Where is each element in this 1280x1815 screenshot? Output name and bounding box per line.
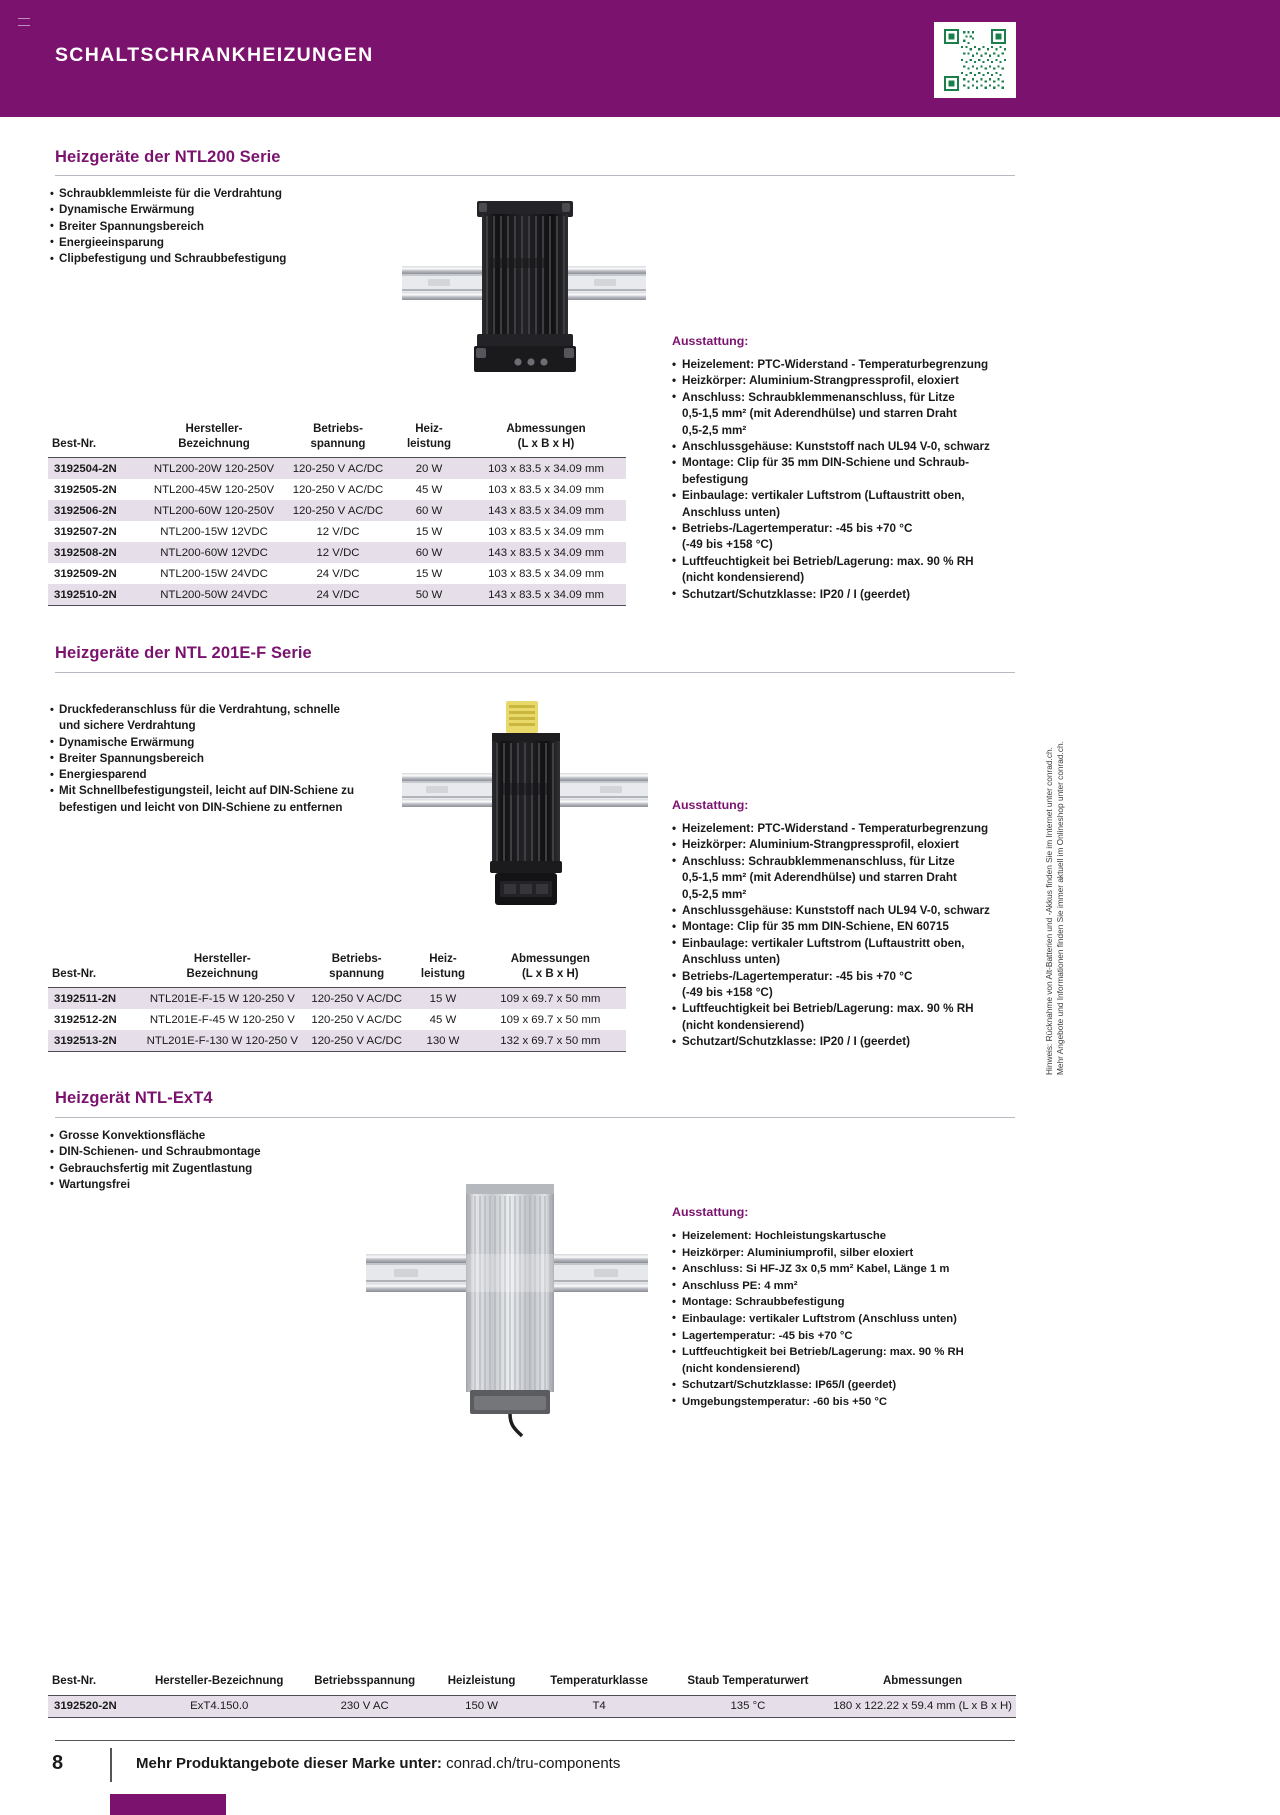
list-item: • Dynamische Erwärmung [50, 202, 450, 218]
cell-spannung: 230 V AC [298, 1695, 432, 1717]
cell-best-nr: 3192520-2N [48, 1695, 141, 1717]
col-betriebsspannung: Betriebs- spannung [302, 950, 411, 988]
footer-tab-marker [110, 1794, 226, 1815]
cell-abmessung: 103 x 83.5 x 34.09 mm [488, 525, 604, 538]
section-heading-ntl200: Heizgeräte der NTL200 Serie [55, 148, 281, 166]
cell-spannung: 120-250 V AC/DC [302, 1030, 411, 1052]
cell-spannung: 120-250 V AC/DC [284, 500, 392, 521]
cell-hersteller: NTL201E-F-130 W 120-250 V [143, 1030, 302, 1052]
list-item: (nicht kondensierend) [682, 1362, 800, 1375]
col-heizleistung: Heizleistung [432, 1672, 532, 1695]
cell-best-nr: 3192505-2N [54, 483, 117, 496]
cell-abmessung: 132 x 69.7 x 50 mm [475, 1030, 626, 1052]
qr-code-icon [944, 29, 1006, 91]
list-item: 0,5-2,5 mm² [682, 887, 747, 901]
feature-list-ntl201ef [50, 702, 450, 816]
col-heizleistung: Heiz- leistung [392, 420, 466, 458]
cell-best-nr: 3192511-2N [48, 988, 143, 1010]
cell-leistung: 45 W [415, 483, 443, 496]
product-image-ntl201ef [400, 695, 650, 925]
list-item: • Gebrauchsfertig mit Zugentlastung [50, 1161, 450, 1177]
col-staub-temperaturwert: Staub Temperaturwert [667, 1672, 830, 1695]
list-item: • Schutzart/Schutzklasse: IP20 / I (geerdet) [672, 587, 1032, 603]
product-image-ntl200 [398, 196, 650, 386]
cell-best-nr: 3192510-2N [48, 584, 144, 606]
side-note-line-2: Mehr Angebote und Informationen finden Sie immer aktuell im Onlineshop unter conrad.ch. [1055, 741, 1065, 1075]
list-item: • Luftfeuchtigkeit bei Betrieb/Lagerung: max. 90 % RH [672, 1344, 1032, 1361]
cell-abmessung: 103 x 83.5 x 34.09 mm [466, 458, 626, 480]
col-betriebsspannung: Betriebsspannung [298, 1672, 432, 1695]
list-item: • Dynamische Erwärmung [50, 735, 450, 751]
product-table-ntl200 [48, 420, 626, 606]
cell-hersteller: NTL200-45W 120-250V [153, 483, 275, 496]
col-best-nr: Best-Nr. [48, 950, 143, 988]
cell-hersteller: NTL201E-F-15 W 120-250 V [143, 988, 302, 1010]
equipment-title: Ausstattung: [672, 798, 749, 812]
cell-leistung: 20 W [392, 458, 466, 480]
footer-text [136, 1755, 620, 1772]
section-rule [55, 1117, 1015, 1118]
cell-best-nr: 3192509-2N [54, 567, 117, 580]
list-item: • Anschluss: Schraubklemmenanschluss, für Litze [672, 854, 1032, 870]
list-item: • Energieeinsparung [50, 235, 450, 251]
qr-code-box [934, 22, 1016, 98]
list-item: • Grosse Konvektionsfläche [50, 1128, 450, 1144]
col-hersteller: Hersteller- Bezeichnung [143, 950, 302, 988]
table-body [48, 458, 626, 606]
table-row [48, 521, 626, 542]
list-item: (nicht kondensierend) [682, 571, 805, 585]
list-item: • Betriebs-/Lagertemperatur: -45 bis +70 °C [672, 969, 1032, 985]
cell-leistung: 45 W [429, 1013, 457, 1026]
cell-leistung: 60 W [392, 500, 466, 521]
table-row [48, 542, 626, 563]
list-item: • Heizelement: PTC-Widerstand - Temperaturbegrenzung [672, 821, 1032, 837]
list-item: • Heizkörper: Aluminiumprofil, silber eloxiert [672, 1245, 1032, 1262]
equipment-list-ntl201ef [672, 798, 1032, 1051]
cell-best-nr: 3192512-2N [54, 1013, 117, 1026]
list-item: • Energiesparend [50, 767, 450, 783]
cell-abmessung: 143 x 83.5 x 34.09 mm [466, 584, 626, 606]
page-title: SCHALTSCHRANKHEIZUNGEN [55, 44, 374, 66]
cell-hersteller: NTL200-15W 24VDC [160, 567, 268, 580]
table-header-row [48, 420, 626, 458]
cell-leistung: 15 W [411, 988, 474, 1010]
section-heading-ntl201ef: Heizgeräte der NTL 201E-F Serie [55, 644, 312, 662]
product-image-ntlext4 [360, 1170, 660, 1440]
list-item: • Betriebs-/Lagertemperatur: -45 bis +70 °C [672, 521, 1032, 537]
list-item: • Mit Schnellbefestigungsteil, leicht auf DIN-Schiene zu [50, 783, 450, 799]
feature-list-ntl200 [50, 186, 450, 267]
footer-separator [110, 1748, 112, 1782]
equipment-list-ntl200 [672, 334, 1032, 603]
list-item: • Clipbefestigung und Schraubbefestigung [50, 251, 450, 267]
cell-leistung: 150 W [432, 1695, 532, 1717]
col-best-nr: Best-Nr. [48, 1672, 141, 1695]
list-item: • Einbaulage: vertikaler Luftstrom (Luftaustritt oben, [672, 488, 1032, 504]
list-item: und sichere Verdrahtung [59, 719, 196, 733]
cell-hersteller: NTL200-60W 120-250V [144, 500, 284, 521]
footer-rule [55, 1740, 1015, 1741]
cell-leistung: 15 W [415, 567, 443, 580]
list-item: • Schutzart/Schutzklasse: IP20 / I (geerdet) [672, 1034, 1032, 1050]
cell-hersteller: ExT4.150.0 [141, 1695, 298, 1717]
table-row [48, 1009, 626, 1030]
col-abmessungen: Abmessungen [829, 1672, 1016, 1695]
cell-abmessung: 103 x 83.5 x 34.09 mm [488, 567, 604, 580]
cell-spannung: 120-250 V AC/DC [311, 1013, 402, 1026]
list-item: • Schraubklemmleiste für die Verdrahtung [50, 186, 450, 202]
cell-staubwert: 135 °C [667, 1695, 830, 1717]
cell-spannung: 120-250 V AC/DC [302, 988, 411, 1010]
product-table-ntl201ef [48, 950, 626, 1052]
list-item: Anschluss unten) [682, 505, 781, 519]
list-item: • Luftfeuchtigkeit bei Betrieb/Lagerung: max. 90 % RH [672, 1001, 1032, 1017]
cell-best-nr: 3192504-2N [48, 458, 144, 480]
col-temperaturklasse: Temperaturklasse [532, 1672, 667, 1695]
cell-spannung: 12 V/DC [316, 525, 360, 538]
col-best-nr: Best-Nr. [48, 420, 144, 458]
list-item: • Einbaulage: vertikaler Luftstrom (Anschluss unten) [672, 1311, 1032, 1328]
table-body [48, 1695, 1016, 1717]
page-number: 8 [52, 1752, 64, 1774]
list-item: 0,5-2,5 mm² [682, 423, 747, 437]
list-item: • DIN-Schienen- und Schraubmontage [50, 1144, 450, 1160]
cell-hersteller: NTL201E-F-45 W 120-250 V [149, 1013, 295, 1026]
cell-spannung: 24 V/DC [284, 584, 392, 606]
cell-spannung: 120-250 V AC/DC [292, 483, 384, 496]
table-header-row [48, 1672, 1016, 1695]
cell-leistung: 15 W [415, 525, 443, 538]
cell-abmessung: 180 x 122.22 x 59.4 mm (L x B x H) [829, 1695, 1016, 1717]
side-note-legal [1044, 741, 1066, 1075]
list-item: 0,5-1,5 mm² (mit Aderendhülse) und starren Draht [682, 407, 957, 421]
list-item: befestigung [682, 472, 749, 486]
list-item: • Anschluss PE: 4 mm² [672, 1278, 1032, 1295]
list-item: • Anschluss: Si HF-JZ 3x 0,5 mm² Kabel, Länge 1 m [672, 1261, 1032, 1278]
section-heading-ntlext4: Heizgerät NTL-ExT4 [55, 1089, 213, 1107]
cell-hersteller: NTL200-50W 24VDC [144, 584, 284, 606]
col-hersteller: Hersteller- Bezeichnung [144, 420, 284, 458]
table-row [48, 1695, 1016, 1717]
table-row [48, 584, 626, 606]
list-item: • Heizkörper: Aluminium-Strangpressprofil, eloxiert [672, 373, 1032, 389]
list-item: • Breiter Spannungsbereich [50, 751, 450, 767]
table-row [48, 479, 626, 500]
cell-abmessung: 103 x 83.5 x 34.09 mm [488, 483, 604, 496]
equipment-title: Ausstattung: [672, 1205, 749, 1219]
list-item: • Heizkörper: Aluminium-Strangpressprofil, eloxiert [672, 837, 1032, 853]
col-abmessungen: Abmessungen (L x B x H) [466, 420, 626, 458]
cell-leistung: 130 W [411, 1030, 474, 1052]
equipment-list-ntlext4 [672, 1205, 1032, 1411]
cell-hersteller: NTL200-15W 12VDC [160, 525, 268, 538]
table-row [48, 988, 626, 1010]
list-item: • Heizelement: Hochleistungskartusche [672, 1228, 1032, 1245]
cell-spannung: 12 V/DC [284, 542, 392, 563]
cell-leistung: 50 W [392, 584, 466, 606]
list-item: Anschluss unten) [682, 953, 781, 967]
cell-best-nr: 3192508-2N [48, 542, 144, 563]
list-item: • Montage: Clip für 35 mm DIN-Schiene und Schraub- [672, 455, 1032, 471]
cell-best-nr: 3192506-2N [48, 500, 144, 521]
corner-mark-icon [18, 18, 30, 26]
table-row [48, 500, 626, 521]
cell-hersteller: NTL200-20W 120-250V [144, 458, 284, 480]
list-item: • Montage: Schraubbefestigung [672, 1294, 1032, 1311]
list-item: • Schutzart/Schutzklasse: IP65/I (geerdet) [672, 1377, 1032, 1394]
cell-best-nr: 3192507-2N [54, 525, 117, 538]
col-abmessungen: Abmessungen (L x B x H) [475, 950, 626, 988]
cell-spannung: 120-250 V AC/DC [284, 458, 392, 480]
cell-spannung: 24 V/DC [316, 567, 360, 580]
cell-abmessung: 109 x 69.7 x 50 mm [500, 1013, 601, 1026]
list-item: • Einbaulage: vertikaler Luftstrom (Luftaustritt oben, [672, 936, 1032, 952]
cell-abmessung: 143 x 83.5 x 34.09 mm [466, 500, 626, 521]
side-note-line-1: Hinweis: Rücknahme von Alt-Batterien und -Akkus finden Sie im Internet unter conrad.ch. [1044, 747, 1054, 1075]
cell-leistung: 60 W [392, 542, 466, 563]
list-item: • Montage: Clip für 35 mm DIN-Schiene, EN 60715 [672, 919, 1032, 935]
cell-abmessung: 109 x 69.7 x 50 mm [475, 988, 626, 1010]
cell-abmessung: 143 x 83.5 x 34.09 mm [466, 542, 626, 563]
equipment-title: Ausstattung: [672, 334, 749, 348]
list-item: • Breiter Spannungsbereich [50, 219, 450, 235]
table-row [48, 563, 626, 584]
list-item: • Umgebungstemperatur: -60 bis +50 °C [672, 1394, 1032, 1411]
product-table-ntlext4 [48, 1672, 1016, 1718]
table-row [48, 1030, 626, 1052]
list-item: • Anschluss: Schraubklemmenanschluss, für Litze [672, 390, 1032, 406]
list-item: (-49 bis +158 °C) [682, 986, 773, 1000]
list-item: • Luftfeuchtigkeit bei Betrieb/Lagerung: max. 90 % RH [672, 554, 1032, 570]
col-hersteller: Hersteller-Bezeichnung [141, 1672, 298, 1695]
list-item: • Heizelement: PTC-Widerstand - Temperaturbegrenzung [672, 357, 1032, 373]
list-item: • Wartungsfrei [50, 1177, 450, 1193]
col-heizleistung: Heiz- leistung [411, 950, 474, 988]
table-body [48, 988, 626, 1052]
footer-label: Mehr Produktangebote dieser Marke unter: [136, 1755, 442, 1772]
list-item: • Druckfederanschluss für die Verdrahtung, schnelle [50, 702, 450, 718]
list-item: (-49 bis +158 °C) [682, 538, 773, 552]
cell-best-nr: 3192513-2N [48, 1030, 143, 1052]
section-rule [55, 672, 1015, 673]
section-rule [55, 175, 1015, 176]
cell-hersteller: NTL200-60W 12VDC [144, 542, 284, 563]
list-item: befestigen und leicht von DIN-Schiene zu entfernen [59, 800, 343, 814]
footer-url: conrad.ch/tru-components [446, 1755, 621, 1772]
cell-temperaturklasse: T4 [532, 1695, 667, 1717]
list-item: • Anschlussgehäuse: Kunststoff nach UL94 V-0, schwarz [672, 903, 1032, 919]
list-item: • Lagertemperatur: -45 bis +70 °C [672, 1328, 1032, 1345]
list-item: (nicht kondensierend) [682, 1018, 805, 1032]
table-header-row [48, 950, 626, 988]
col-betriebsspannung: Betriebs- spannung [284, 420, 392, 458]
list-item: • Anschlussgehäuse: Kunststoff nach UL94 V-0, schwarz [672, 439, 1032, 455]
list-item: 0,5-1,5 mm² (mit Aderendhülse) und starren Draht [682, 871, 957, 885]
table-row [48, 458, 626, 480]
